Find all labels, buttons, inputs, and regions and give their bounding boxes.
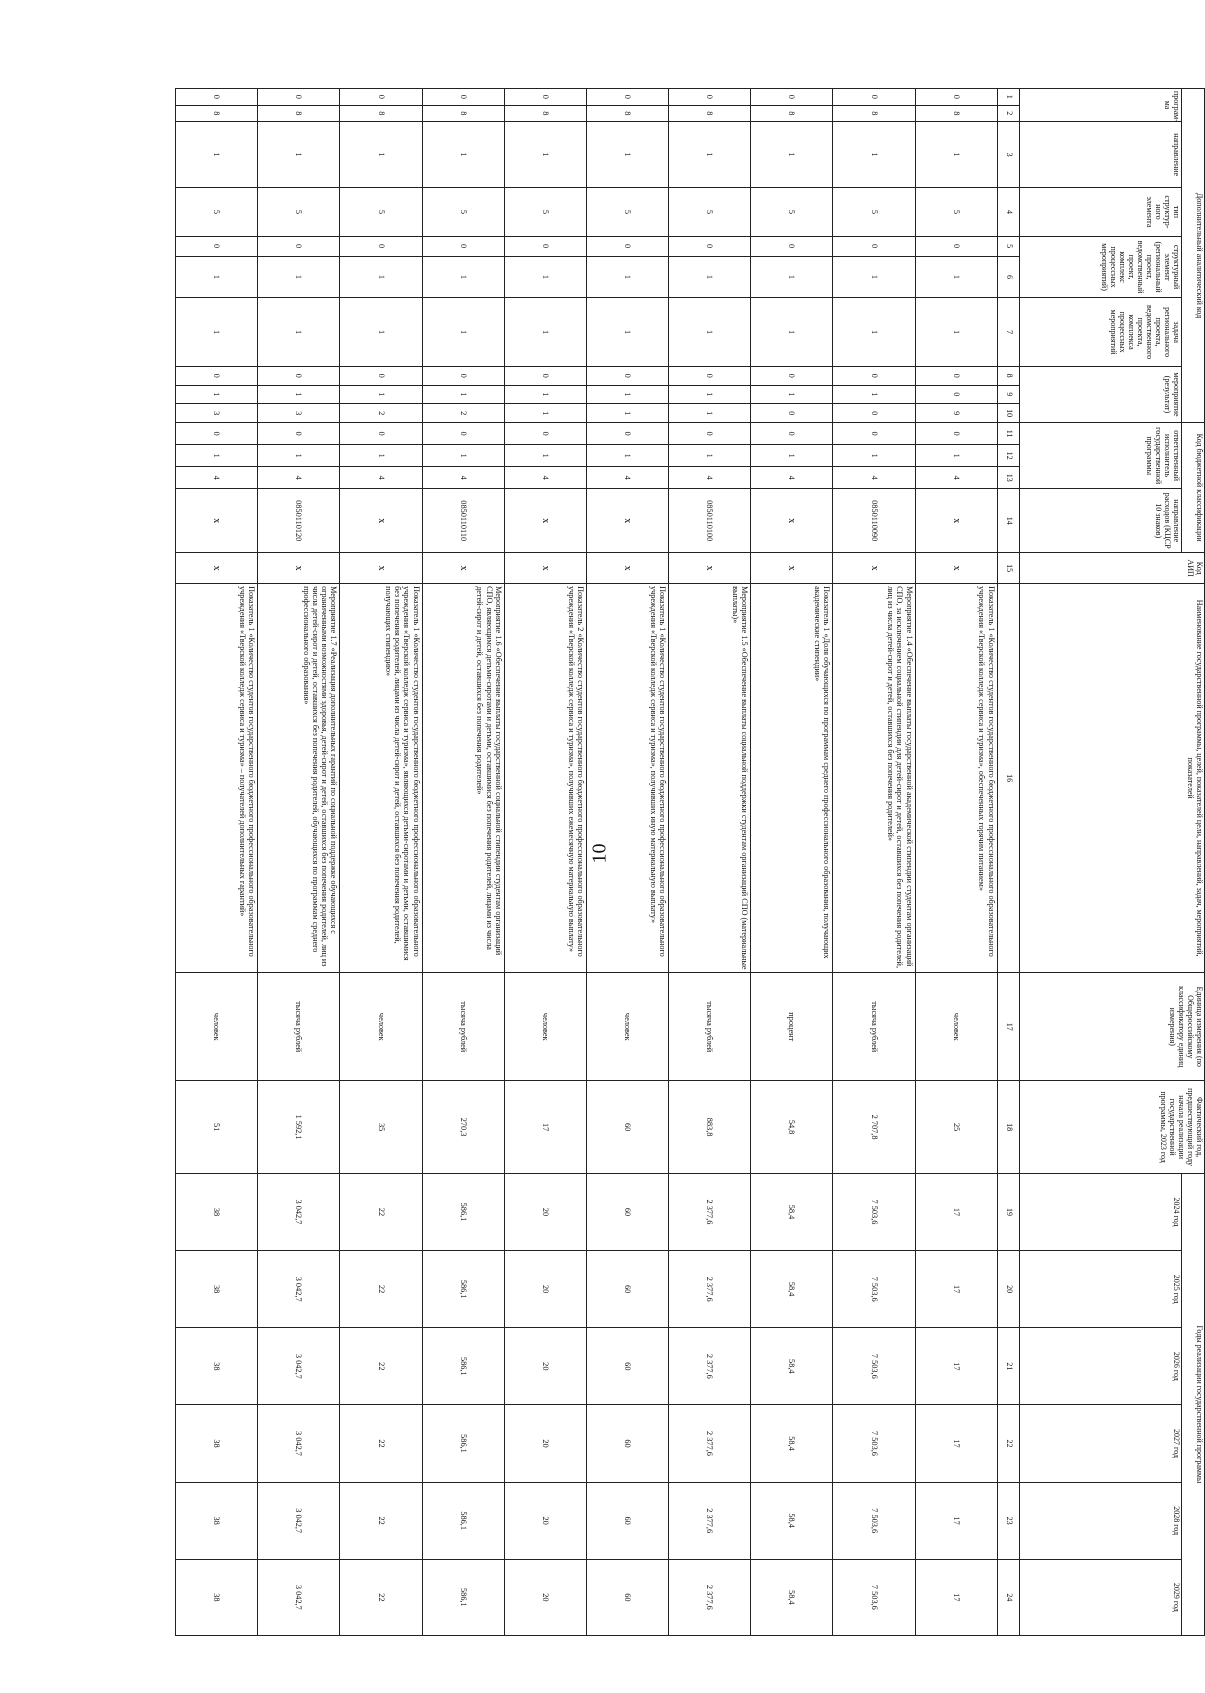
year-value-cell: 38 (176, 1328, 258, 1405)
fact-cell: 883,8 (669, 1081, 751, 1174)
year-value-cell: 3 042,7 (258, 1173, 340, 1250)
code-cell-c10: 0 (751, 404, 833, 423)
year-value-cell: 58,4 (751, 1328, 833, 1405)
fact-cell: 35 (340, 1081, 422, 1174)
code-cell-c8: 0 (751, 366, 833, 385)
header-additional-code: Дополнительный аналитический код (1181, 89, 1204, 423)
column-number: 3 (997, 122, 1019, 188)
code-cell-c2: 8 (915, 105, 997, 122)
unit-cell: человек (340, 973, 422, 1081)
code-cell-c11: 0 (176, 423, 258, 445)
fact-cell: 25 (915, 1081, 997, 1174)
code-cell-c11: 0 (586, 423, 668, 445)
year-value-cell: 22 (340, 1559, 422, 1635)
header-expense-direction: направление расходов (КЦСР 10 знаков) (1019, 489, 1181, 553)
code-cell-c8: 0 (586, 366, 668, 385)
fact-cell: 17 (504, 1081, 586, 1174)
code-cell-c2: 8 (669, 105, 751, 122)
year-value-cell: 22 (340, 1405, 422, 1482)
header-name: Наименование государственной программы, целей, показателей цели, направлений, задач, мероприятий, показателей (1019, 584, 1204, 973)
year-value-cell: 2 377,6 (669, 1482, 751, 1559)
code-cell-c14: х (340, 489, 422, 553)
table-row (340, 89, 422, 1636)
code-cell-c3: 1 (915, 122, 997, 188)
code-cell-c10: 3 (176, 404, 258, 423)
year-value-cell: 586,1 (422, 1559, 504, 1635)
fact-cell: 2 707,8 (833, 1081, 915, 1174)
code-cell-c11: 0 (340, 423, 422, 445)
code-cell-c1: 0 (751, 89, 833, 106)
code-cell-c12: 1 (176, 445, 258, 467)
code-cell-c2: 8 (586, 105, 668, 122)
code-cell-c4: 5 (422, 188, 504, 237)
table-row (751, 89, 833, 1636)
year-value-cell: 3 042,7 (258, 1251, 340, 1328)
code-cell-c10: 3 (258, 404, 340, 423)
year-value-cell: 22 (340, 1251, 422, 1328)
code-cell-c5: 0 (340, 236, 422, 256)
program-table (175, 88, 1205, 1636)
column-number: 14 (997, 489, 1019, 553)
code-cell-c8: 0 (422, 366, 504, 385)
code-cell-c7: 1 (833, 298, 915, 366)
code-cell-c14: 0850110110 (422, 489, 504, 553)
code-cell-c4: 5 (586, 188, 668, 237)
header-program: програм- ма (1019, 89, 1181, 122)
code-cell-c1: 0 (340, 89, 422, 106)
year-value-cell: 60 (586, 1173, 668, 1250)
code-cell-c5: 0 (586, 236, 668, 256)
code-cell-c11: 0 (504, 423, 586, 445)
code-cell-c9: 1 (422, 385, 504, 404)
code-cell-c14: х (176, 489, 258, 553)
code-cell-c14: 0850110100 (669, 489, 751, 553)
header-year-2024: 2024 год (1019, 1173, 1181, 1250)
code-cell-c4: 5 (176, 188, 258, 237)
code-cell-c6: 1 (586, 256, 668, 298)
rotated-table-container (175, 88, 1205, 1636)
code-cell-c6: 1 (504, 256, 586, 298)
year-value-cell: 58,4 (751, 1482, 833, 1559)
code-cell-c5: 0 (915, 236, 997, 256)
column-number: 22 (997, 1405, 1019, 1482)
year-value-cell: 586,1 (422, 1405, 504, 1482)
unit-cell: тысяча рублей (422, 973, 504, 1081)
code-cell-c4: 5 (751, 188, 833, 237)
code-cell-c3: 1 (669, 122, 751, 188)
table-row (176, 89, 258, 1636)
column-number: 18 (997, 1081, 1019, 1174)
unit-cell: тысяча рублей (833, 973, 915, 1081)
column-number: 7 (997, 298, 1019, 366)
code-cell-c13: 4 (340, 467, 422, 489)
code-cell-c2: 8 (176, 105, 258, 122)
unit-cell: тысяча рублей (258, 973, 340, 1081)
code-cell-c10: 1 (586, 404, 668, 423)
table-row (586, 89, 668, 1636)
code-cell-c6: 1 (176, 256, 258, 298)
year-value-cell: 22 (340, 1173, 422, 1250)
column-number: 13 (997, 467, 1019, 489)
name-cell: Мероприятие 1.5 «Обеспечение выплаты социальной поддержки студентам организаций СПО (материальные выплаты)» (669, 584, 751, 973)
fact-cell: 1 592,1 (258, 1081, 340, 1174)
code-cell-c15: х (340, 553, 422, 584)
year-value-cell: 58,4 (751, 1405, 833, 1482)
code-cell-c7: 1 (176, 298, 258, 366)
code-cell-c8: 0 (915, 366, 997, 385)
year-value-cell: 17 (915, 1251, 997, 1328)
code-cell-c12: 1 (422, 445, 504, 467)
year-value-cell: 58,4 (751, 1173, 833, 1250)
code-cell-c13: 4 (504, 467, 586, 489)
table-row (669, 89, 751, 1636)
code-cell-c2: 8 (422, 105, 504, 122)
code-cell-c1: 0 (422, 89, 504, 106)
year-value-cell: 60 (586, 1328, 668, 1405)
code-cell-c13: 4 (586, 467, 668, 489)
code-cell-c9: 1 (669, 385, 751, 404)
code-cell-c9: 1 (258, 385, 340, 404)
year-value-cell: 7 503,6 (833, 1482, 915, 1559)
code-cell-c5: 0 (669, 236, 751, 256)
header-year-2029: 2029 год (1019, 1559, 1181, 1635)
code-cell-c12: 1 (504, 445, 586, 467)
code-cell-c6: 1 (915, 256, 997, 298)
code-cell-c1: 0 (258, 89, 340, 106)
code-cell-c8: 0 (669, 366, 751, 385)
code-cell-c5: 0 (504, 236, 586, 256)
column-number: 8 (997, 366, 1019, 385)
name-cell: Показатель 1 «Количество студентов государственного бюджетного профессионального образовательного учреждения «Тверской колледж сервиса и туризма», получивших иную материальную выплату» (586, 584, 668, 973)
unit-cell: человек (504, 973, 586, 1081)
year-value-cell: 17 (915, 1482, 997, 1559)
year-value-cell: 60 (586, 1559, 668, 1635)
code-cell-c10: 1 (669, 404, 751, 423)
code-cell-c1: 0 (504, 89, 586, 106)
year-value-cell: 586,1 (422, 1251, 504, 1328)
code-cell-c8: 0 (258, 366, 340, 385)
year-value-cell: 17 (915, 1173, 997, 1250)
code-cell-c12: 1 (751, 445, 833, 467)
name-cell: Показатель 1 «Доля обучающихся по программам среднего профессионального образования, получающих академические стипендии» (751, 584, 833, 973)
code-cell-c3: 1 (340, 122, 422, 188)
code-cell-c12: 1 (258, 445, 340, 467)
code-cell-c11: 0 (751, 423, 833, 445)
table-row (915, 89, 997, 1636)
header-year-2028: 2028 год (1019, 1482, 1181, 1559)
code-cell-c5: 0 (833, 236, 915, 256)
header-ait-code: Код АИП (1019, 553, 1204, 584)
year-value-cell: 2 377,6 (669, 1559, 751, 1635)
header-fact-year: Фактический год, предшествующий году начала реализации государственной программы, 2023 год (1019, 1081, 1204, 1174)
code-cell-c12: 1 (833, 445, 915, 467)
code-cell-c15: х (504, 553, 586, 584)
code-cell-c8: 0 (833, 366, 915, 385)
fact-cell: 51 (176, 1081, 258, 1174)
code-cell-c7: 1 (586, 298, 668, 366)
name-cell: Мероприятие 1.6 «Обеспечение выплаты государственной социальной стипендии студентам организаций СПО, являющимся детьми-сиротами и детьми, оставшимися без попечения родителей, лицами из числа детей-сирот и детей, оставшихся без попечения родителей» (422, 584, 504, 973)
code-cell-c9: 1 (340, 385, 422, 404)
code-cell-c13: 4 (833, 467, 915, 489)
unit-cell: тысяча рублей (669, 973, 751, 1081)
code-cell-c13: 4 (915, 467, 997, 489)
name-cell: Мероприятие 1.7 «Реализация дополнительных гарантий по социальной поддержке обучающихся с ограниченными возможностями здоровья, детей-сирот и детей, оставшихся без попечения родителей, лиц из числа детей-сирот и детей, оставшихся без попечения родителей, обучающихся по программам среднего профессионального образования» (258, 584, 340, 973)
code-cell-c14: х (751, 489, 833, 553)
header-task: задача регионального проекта, ведомственного проекта, комплекса процессных мероприятий (1019, 298, 1181, 366)
code-cell-c6: 1 (751, 256, 833, 298)
name-cell: Показатель 1 «Количество студентов государственного бюджетного профессионального образовательного учреждения «Тверской колледж сервиса и туризма» – получателей дополнительных гарантий» (176, 584, 258, 973)
year-value-cell: 3 042,7 (258, 1482, 340, 1559)
code-cell-c2: 8 (340, 105, 422, 122)
year-value-cell: 17 (915, 1328, 997, 1405)
code-cell-c10: 1 (504, 404, 586, 423)
name-cell: Мероприятие 1.4 «Обеспечение выплаты государственной академической стипендии студентам организаций СПО, за исключением социальной стипендии для детей-сирот и детей, оставшихся без попечения родителей, лиц из числа детей-сирот и детей, оставшихся без попечения родителей» (833, 584, 915, 973)
code-cell-c7: 1 (504, 298, 586, 366)
code-cell-c7: 1 (751, 298, 833, 366)
code-cell-c1: 0 (915, 89, 997, 106)
code-cell-c4: 5 (833, 188, 915, 237)
header-direction: направление (1019, 122, 1181, 188)
code-cell-c2: 8 (504, 105, 586, 122)
year-value-cell: 586,1 (422, 1173, 504, 1250)
code-cell-c10: 2 (340, 404, 422, 423)
column-number: 17 (997, 973, 1019, 1081)
code-cell-c3: 1 (833, 122, 915, 188)
year-value-cell: 7 503,6 (833, 1405, 915, 1482)
code-cell-c3: 1 (258, 122, 340, 188)
year-value-cell: 17 (915, 1405, 997, 1482)
code-cell-c12: 1 (586, 445, 668, 467)
code-cell-c4: 5 (340, 188, 422, 237)
code-cell-c3: 1 (586, 122, 668, 188)
code-cell-c12: 1 (669, 445, 751, 467)
column-number: 4 (997, 188, 1019, 237)
page-number: 10 (588, 843, 611, 864)
code-cell-c7: 1 (258, 298, 340, 366)
header-year-2027: 2027 год (1019, 1405, 1181, 1482)
code-cell-c13: 4 (176, 467, 258, 489)
year-value-cell: 2 377,6 (669, 1251, 751, 1328)
header-unit: Единица измерения (по Общероссийскому классификатору единиц измерения) (1019, 973, 1204, 1081)
code-cell-c11: 0 (833, 423, 915, 445)
code-cell-c7: 1 (669, 298, 751, 366)
year-value-cell: 2 377,6 (669, 1405, 751, 1482)
unit-cell: человек (586, 973, 668, 1081)
column-number: 2 (997, 105, 1019, 122)
code-cell-c11: 0 (258, 423, 340, 445)
code-cell-c6: 1 (340, 256, 422, 298)
table-row (258, 89, 340, 1636)
year-value-cell: 38 (176, 1405, 258, 1482)
fact-cell: 60 (586, 1081, 668, 1174)
column-number: 15 (997, 553, 1019, 584)
code-cell-c9: 1 (504, 385, 586, 404)
year-value-cell: 17 (915, 1559, 997, 1635)
name-cell: Показатель 2 «Количество студентов государственного бюджетного профессионального образовательного учреждения «Тверской колледж сервиса и туризма», получивших ежемесячную материальную выплату» (504, 584, 586, 973)
column-number: 23 (997, 1482, 1019, 1559)
year-value-cell: 60 (586, 1251, 668, 1328)
code-cell-c15: х (833, 553, 915, 584)
header-year-2025: 2025 год (1019, 1251, 1181, 1328)
code-cell-c3: 1 (751, 122, 833, 188)
unit-cell: человек (915, 973, 997, 1081)
code-cell-c5: 0 (422, 236, 504, 256)
code-cell-c15: х (176, 553, 258, 584)
year-value-cell: 3 042,7 (258, 1559, 340, 1635)
code-cell-c1: 0 (176, 89, 258, 106)
header-budget-code: Код бюджетной классификации (1181, 423, 1204, 553)
code-cell-c6: 1 (422, 256, 504, 298)
column-number: 1 (997, 89, 1019, 106)
name-cell: Показатель 1 «Количество студентов государственного бюджетного профессионального образовательного учреждения «Тверской колледж сервиса и туризма», являющихся детьми-сиротами и детьми, оставшимися без попечения родителей, лицами из числа детей-сирот и детей, оставшихся без попечения родителей, получающих стипендию» (340, 584, 422, 973)
year-value-cell: 38 (176, 1559, 258, 1635)
code-cell-c14: х (915, 489, 997, 553)
code-cell-c14: 0850110090 (833, 489, 915, 553)
code-cell-c9: 1 (833, 385, 915, 404)
year-value-cell: 7 503,6 (833, 1251, 915, 1328)
code-cell-c15: х (915, 553, 997, 584)
code-cell-c11: 0 (669, 423, 751, 445)
code-cell-c12: 1 (915, 445, 997, 467)
column-numbers-row (997, 89, 1019, 1636)
fact-cell: 54,8 (751, 1081, 833, 1174)
year-value-cell: 20 (504, 1173, 586, 1250)
header-event: мероприятие (результат) (1019, 366, 1181, 422)
code-cell-c9: 1 (586, 385, 668, 404)
code-cell-c10: 0 (833, 404, 915, 423)
code-cell-c11: 0 (422, 423, 504, 445)
code-cell-c15: х (422, 553, 504, 584)
code-cell-c8: 0 (504, 366, 586, 385)
column-number: 19 (997, 1173, 1019, 1250)
code-cell-c11: 0 (915, 423, 997, 445)
year-value-cell: 60 (586, 1482, 668, 1559)
code-cell-c6: 1 (258, 256, 340, 298)
year-value-cell: 20 (504, 1482, 586, 1559)
code-cell-c2: 8 (833, 105, 915, 122)
header-year-2026: 2026 год (1019, 1328, 1181, 1405)
year-value-cell: 20 (504, 1559, 586, 1635)
code-cell-c7: 1 (340, 298, 422, 366)
column-number: 24 (997, 1559, 1019, 1635)
code-cell-c4: 5 (669, 188, 751, 237)
code-cell-c3: 1 (176, 122, 258, 188)
code-cell-c1: 0 (669, 89, 751, 106)
unit-cell: процент (751, 973, 833, 1081)
code-cell-c14: х (504, 489, 586, 553)
code-cell-c1: 0 (833, 89, 915, 106)
year-value-cell: 38 (176, 1482, 258, 1559)
column-number: 9 (997, 385, 1019, 404)
code-cell-c4: 5 (504, 188, 586, 237)
year-value-cell: 586,1 (422, 1328, 504, 1405)
unit-cell: человек (176, 973, 258, 1081)
code-cell-c15: х (586, 553, 668, 584)
table-row (422, 89, 504, 1636)
table-row (833, 89, 915, 1636)
fact-cell: 270,3 (422, 1081, 504, 1174)
code-cell-c8: 0 (176, 366, 258, 385)
year-value-cell: 586,1 (422, 1482, 504, 1559)
year-value-cell: 60 (586, 1405, 668, 1482)
header-structural-element: структурный элемент (региональный проект, ведомственный проект, комплекс процессных мероприятий) (1019, 236, 1181, 298)
column-number: 16 (997, 584, 1019, 973)
year-value-cell: 38 (176, 1251, 258, 1328)
year-value-cell: 7 503,6 (833, 1173, 915, 1250)
column-number: 6 (997, 256, 1019, 298)
year-value-cell: 58,4 (751, 1559, 833, 1635)
year-value-cell: 22 (340, 1328, 422, 1405)
year-value-cell: 7 503,6 (833, 1328, 915, 1405)
name-cell: Показатель 1 «Количество студентов государственного бюджетного профессионального образовательного учреждения «Тверской колледж сервиса и туризма», обеспеченных горячим питанием» (915, 584, 997, 973)
code-cell-c1: 0 (586, 89, 668, 106)
year-value-cell: 7 503,6 (833, 1559, 915, 1635)
year-value-cell: 58,4 (751, 1251, 833, 1328)
column-number: 5 (997, 236, 1019, 256)
year-value-cell: 22 (340, 1482, 422, 1559)
code-cell-c4: 5 (915, 188, 997, 237)
code-cell-c7: 1 (915, 298, 997, 366)
code-cell-c12: 1 (340, 445, 422, 467)
code-cell-c15: х (751, 553, 833, 584)
code-cell-c13: 4 (422, 467, 504, 489)
year-value-cell: 3 042,7 (258, 1405, 340, 1482)
year-value-cell: 20 (504, 1328, 586, 1405)
code-cell-c6: 1 (833, 256, 915, 298)
code-cell-c10: 9 (915, 404, 997, 423)
code-cell-c9: 1 (751, 385, 833, 404)
code-cell-c15: х (258, 553, 340, 584)
year-value-cell: 20 (504, 1405, 586, 1482)
code-cell-c3: 1 (504, 122, 586, 188)
code-cell-c5: 0 (258, 236, 340, 256)
code-cell-c14: х (586, 489, 668, 553)
column-number: 11 (997, 423, 1019, 445)
code-cell-c14: 0850110120 (258, 489, 340, 553)
header-years-group: Годы реализации государственной программы (1181, 1173, 1204, 1635)
code-cell-c2: 8 (751, 105, 833, 122)
code-cell-c6: 1 (669, 256, 751, 298)
column-number: 21 (997, 1328, 1019, 1405)
year-value-cell: 2 377,6 (669, 1173, 751, 1250)
year-value-cell: 38 (176, 1173, 258, 1250)
code-cell-c2: 8 (258, 105, 340, 122)
column-number: 12 (997, 445, 1019, 467)
code-cell-c10: 2 (422, 404, 504, 423)
code-cell-c9: 1 (176, 385, 258, 404)
code-cell-c8: 0 (340, 366, 422, 385)
header-structure-type: тип структур-ного элемента (1019, 188, 1181, 237)
code-cell-c15: х (669, 553, 751, 584)
code-cell-c7: 1 (422, 298, 504, 366)
code-cell-c13: 4 (751, 467, 833, 489)
year-value-cell: 3 042,7 (258, 1328, 340, 1405)
code-cell-c3: 1 (422, 122, 504, 188)
code-cell-c13: 4 (669, 467, 751, 489)
header-executor: ответственный исполнитель государственной программы (1019, 423, 1181, 489)
code-cell-c9: 0 (915, 385, 997, 404)
code-cell-c5: 0 (176, 236, 258, 256)
column-number: 10 (997, 404, 1019, 423)
code-cell-c13: 4 (258, 467, 340, 489)
year-value-cell: 20 (504, 1251, 586, 1328)
column-number: 20 (997, 1251, 1019, 1328)
year-value-cell: 2 377,6 (669, 1328, 751, 1405)
code-cell-c5: 0 (751, 236, 833, 256)
table-row (504, 89, 586, 1636)
code-cell-c4: 5 (258, 188, 340, 237)
